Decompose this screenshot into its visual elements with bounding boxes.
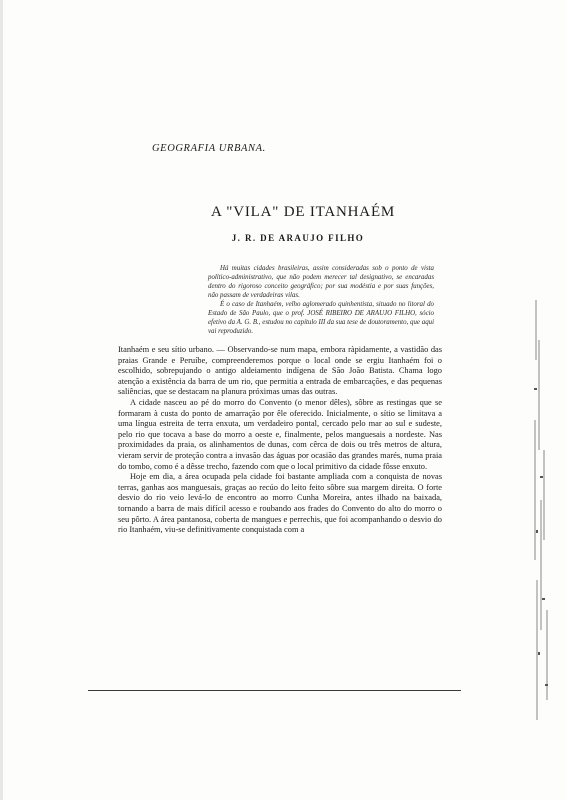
abstract (208, 264, 434, 336)
article-title: A "VILA" DE ITANHAÉM (210, 204, 396, 220)
article-body (118, 345, 442, 536)
scan-margin-artifact (532, 300, 554, 720)
body-paragraph: Itanhaém e seu sítio urbano. — Observando-se num mapa, embora ràpidamente, a vastidão das praias Grande e Peruíbe, compreenderemos porque o local onde se ergiu Itanhaém foi o escolhido, sobrepujando o antigo aldeiamento indígena de São João Batista. Chama logo atenção a existência da barra de um rio, que permitia a entrada de embarcações, e das pequenas saliências, que se destacam na planura próximas umas das outras. (118, 345, 442, 397)
body-paragraph: A cidade nasceu ao pé do morro do Convento (o menor dêles), sôbre as restingas que se formaram à custa do ponto de amarração por êle oferecido. Inicialmente, o sítio se limitava a uma língua estreita de terra enxuta, um verdadeiro pontal, cercado pelo mar ao sul e sudeste, pelo rio que tocava a base do morro a oeste e, finalmente, pelos manguesais a nordeste. Nas proximidades da praia, os alinhamentos de dunas, com cêrca de dois ou três metros de altura, vieram servir de proteção contra a invasão das águas por ocasião das grandes marés, numa praia do tombo, como é a dêsse trecho, fazendo com que o local primitivo da cidade fôsse enxuto. (118, 397, 442, 471)
abstract-paragraph: É o caso de Itanhaém, velho aglomerado quinhentista, situado no litoral do Estado de São Paulo, que o prof. JOSÉ RIBEIRO DE ARAUJO FILHO, sócio efetivo da A. G. B., estudou no capítulo III da sua tese de doutoramento, que aqui vai reproduzido. (208, 301, 434, 335)
author-name: J. R. DE ARAUJO FILHO (231, 233, 365, 243)
scan-edge (0, 0, 3, 800)
section-label: GEOGRAFIA URBANA. (152, 143, 266, 154)
body-paragraph: Hoje em dia, a área ocupada pela cidade foi bastante ampliada com a conquista de novas terras, ganhas aos manguesais, graças ao recúo do leito feito sôbre sua margem direita. O forte desvio do rio veio levá-lo de encontro ao morro Cunha Moreira, antes ilhado na baixada, tornando a barra de mais difícil acesso e roubando aos frades do Convento do alto do morro o seu pôrto. A área pantanosa, coberta de mangues e perrechis, que foi acompanhando o desvio do rio Itanhaém, viu-se definitivamente conquistada com a (118, 472, 442, 535)
footer-rule (88, 690, 461, 691)
abstract-paragraph: Há muitas cidades brasileiras, assim consideradas sob o ponto de vista político-administrativo, que não podem merecer tal designativo, se encaradas dentro do rigoroso conceito geográfico; por sua modéstia e por suas funções, não passam de verdadeiras vilas. (208, 265, 434, 299)
